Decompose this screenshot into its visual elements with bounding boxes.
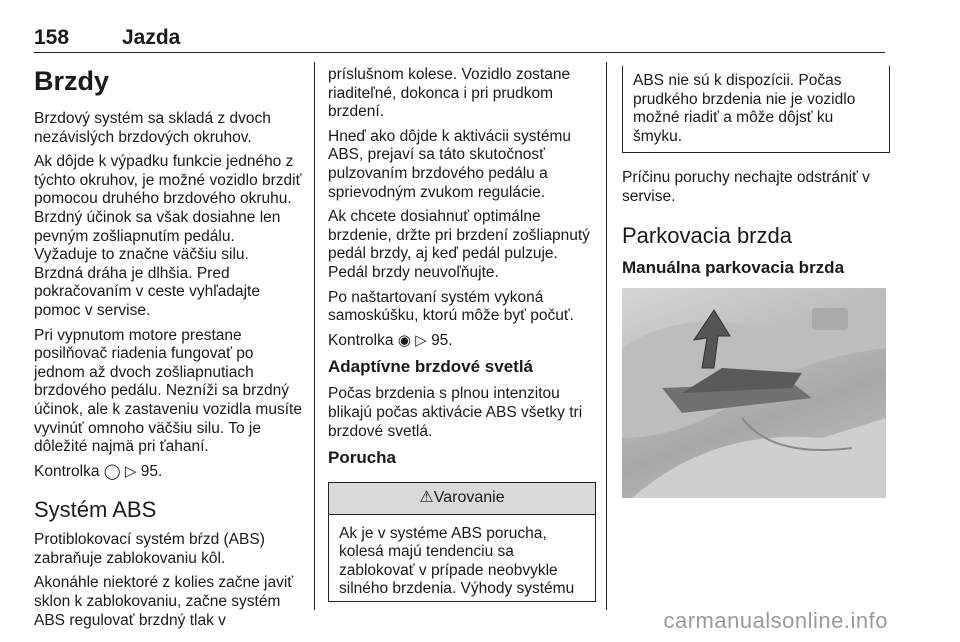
page-reference-icon: ▷ (124, 462, 137, 480)
indicator-reference: Kontrolka ◯ ▷ 95. (34, 462, 163, 480)
paragraph: Ak chcete dosiahnuť optimálne brzdenie, držte pri brzdení zošliapnutý pedál brzdy, aj keď pedál pulzuje. Pedál brzdy neuvoľňujte. (328, 208, 590, 281)
watermark: carmanualsonline.info (663, 608, 888, 633)
page-reference-icon: ▷ (415, 331, 427, 349)
warning-box-continued: ABS nie sú k dispozícii. Počas prudkého brzdenia nie je vozidlo možné riadiť a môže dôjsť ku šmyku. (622, 66, 890, 153)
parking-brake-illustration (622, 288, 886, 498)
subsection-title: Systém ABS (34, 497, 157, 523)
subsection-title: Adaptívne brzdové svetlá (328, 357, 534, 377)
paragraph: Brzdový systém sa skladá z dvoch nezávislých brzdových okruhov. (34, 110, 271, 146)
section-title: Parkovacia brzda (622, 222, 792, 248)
paragraph: príslušnom kolese. Vozidlo zostane riaditeľné, dokonca i pri prudkom brzdení. (328, 66, 571, 121)
page-header (34, 26, 885, 53)
chapter-title: Jazda (122, 26, 181, 49)
indicator-reference: Kontrolka ◉ ▷ 95. (328, 331, 453, 349)
column-2 (328, 66, 596, 602)
paragraph: Ak dôjde k výpadku funkcie jedného z týchto okruhov, je možné vozidlo brzdiť pomocou druhého brzdového okruhu. Brzdný účinok sa však dosiahne len pevným zošliapnutím pedálu. Vyžaduje to značne väčšiu silu. Brzdná dráha je dlhšia. Pred pokračovaním v ceste vyhľadajte pomoc v servise. (34, 153, 302, 319)
section-title: Brzdy (34, 66, 110, 96)
warning-text: Ak je v systéme ABS porucha, kolesá majú tendenciu sa zablokovať v prípade neobvykle silného brzdenia. Výhody systému (339, 524, 575, 598)
subsection-title: Porucha (328, 448, 397, 468)
paragraph: Počas brzdenia s plnou intenzitou blikajú počas aktivácie ABS všetky tri brzdové svetlá. (328, 385, 583, 440)
column-divider (314, 62, 315, 610)
warning-header: ⚠Varovanie (329, 483, 595, 515)
paragraph: Po naštartovaní systém vykoná samoskúšku, ktorú môže byť počuť. (328, 288, 574, 325)
paragraph: Akonáhle niektoré z kolies začne javiť sklon k zablokovaniu, začne systém ABS regulovať brzdný tlak v (34, 574, 294, 629)
subsection-title: Manuálna parkovacia brzda (622, 257, 845, 277)
paragraph: Príčinu poruchy nechajte odstrániť v servise. (622, 169, 870, 205)
column-3 (622, 66, 890, 498)
warning-triangle-icon: ⚠ (419, 489, 434, 507)
brake-warning-icon: ◯ (103, 462, 121, 480)
abs-icon: ◉ (397, 331, 411, 349)
paragraph: Hneď ako dôjde k aktivácii systému ABS, prejaví sa táto skutočnosť pulzovaním brzdového pedálu a sprievodným zvukom regulácie. (328, 127, 571, 201)
parking-brake-drawing (622, 288, 886, 498)
paragraph: Pri vypnutom motore prestane posilňovač riadenia fungovať po jednom až dvoch zošliapnutiach brzdového pedálu. Nezníži sa brzdný účinok, ale k zastaveniu vozidla musíte vyvinúť omnoho väčšiu silu. To je dôležité najmä pri ťahaní. (34, 326, 302, 456)
warning-box (328, 482, 596, 602)
page-number: 158 (34, 26, 70, 49)
page-reference-link[interactable]: 95. (431, 331, 453, 349)
page-reference-link[interactable]: 95. (140, 462, 163, 480)
column-divider (606, 62, 607, 610)
paragraph: Protiblokovací systém bŕzd (ABS) zabraňuje zablokovaniu kôl. (34, 531, 265, 567)
column-1 (34, 62, 302, 636)
